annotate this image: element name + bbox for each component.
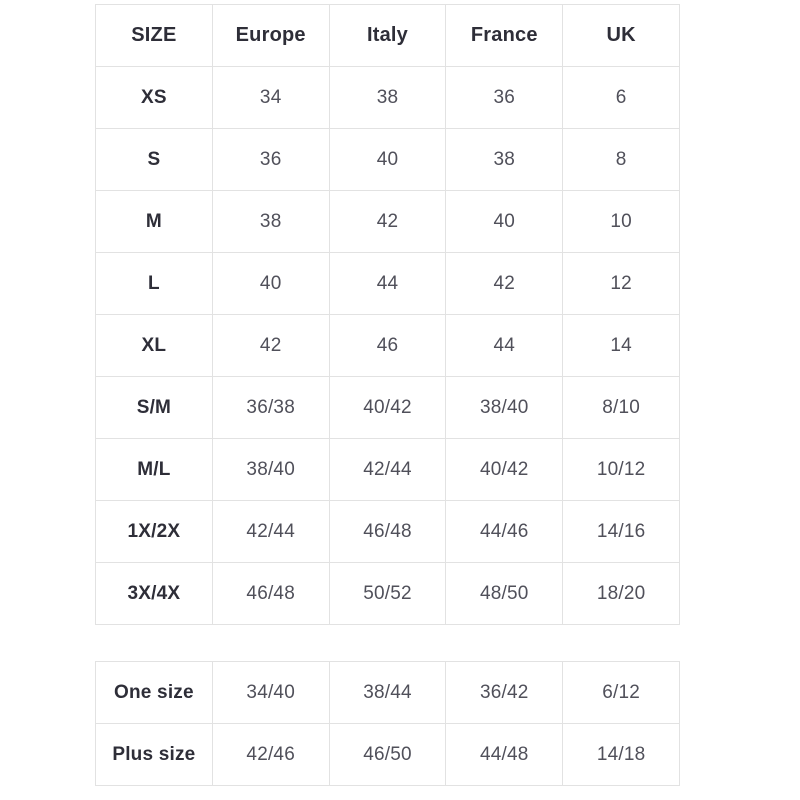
size-value-cell: 6/12 (563, 662, 680, 724)
column-header: Italy (329, 5, 446, 67)
size-label-cell: M (96, 191, 213, 253)
size-value-cell: 14/18 (563, 724, 680, 786)
size-label-cell: 3X/4X (96, 563, 213, 625)
size-label-cell: M/L (96, 439, 213, 501)
size-value-cell: 40/42 (446, 439, 563, 501)
size-value-cell: 36 (446, 67, 563, 129)
size-value-cell: 34 (212, 67, 329, 129)
size-value-cell: 48/50 (446, 563, 563, 625)
size-value-cell: 38 (329, 67, 446, 129)
table-row (96, 191, 680, 253)
size-value-cell: 36/42 (446, 662, 563, 724)
table-row (96, 377, 680, 439)
size-value-cell: 36/38 (212, 377, 329, 439)
column-header: Europe (212, 5, 329, 67)
size-value-cell: 18/20 (563, 563, 680, 625)
special-sizes-table (95, 661, 680, 786)
size-value-cell: 46/48 (212, 563, 329, 625)
size-value-cell: 10 (563, 191, 680, 253)
table-row (96, 67, 680, 129)
size-value-cell: 44 (329, 253, 446, 315)
column-header: UK (563, 5, 680, 67)
size-value-cell: 10/12 (563, 439, 680, 501)
column-header: SIZE (96, 5, 213, 67)
table-row (96, 129, 680, 191)
table-row (96, 563, 680, 625)
size-value-cell: 44 (446, 315, 563, 377)
size-value-cell: 44/46 (446, 501, 563, 563)
size-value-cell: 42/44 (212, 501, 329, 563)
size-value-cell: 34/40 (212, 662, 329, 724)
size-value-cell: 42 (212, 315, 329, 377)
table-row (96, 315, 680, 377)
table-row (96, 724, 680, 786)
size-value-cell: 42/44 (329, 439, 446, 501)
size-value-cell: 38 (446, 129, 563, 191)
size-value-cell: 42 (329, 191, 446, 253)
table-row (96, 501, 680, 563)
size-value-cell: 14 (563, 315, 680, 377)
size-value-cell: 8/10 (563, 377, 680, 439)
size-value-cell: 40 (329, 129, 446, 191)
size-value-cell: 36 (212, 129, 329, 191)
table-row (96, 253, 680, 315)
size-label-cell: S (96, 129, 213, 191)
column-header: France (446, 5, 563, 67)
size-value-cell: 6 (563, 67, 680, 129)
size-value-cell: 8 (563, 129, 680, 191)
size-conversion-table (95, 4, 680, 625)
size-value-cell: 42/46 (212, 724, 329, 786)
size-value-cell: 38/40 (446, 377, 563, 439)
size-value-cell: 40/42 (329, 377, 446, 439)
size-value-cell: 38 (212, 191, 329, 253)
size-label-cell: L (96, 253, 213, 315)
size-label-cell: One size (96, 662, 213, 724)
size-value-cell: 46/50 (329, 724, 446, 786)
table-row (96, 439, 680, 501)
size-value-cell: 14/16 (563, 501, 680, 563)
size-value-cell: 38/44 (329, 662, 446, 724)
size-value-cell: 46/48 (329, 501, 446, 563)
size-label-cell: 1X/2X (96, 501, 213, 563)
size-value-cell: 40 (446, 191, 563, 253)
size-label-cell: Plus size (96, 724, 213, 786)
size-value-cell: 50/52 (329, 563, 446, 625)
size-label-cell: XS (96, 67, 213, 129)
size-label-cell: XL (96, 315, 213, 377)
size-value-cell: 40 (212, 253, 329, 315)
size-value-cell: 46 (329, 315, 446, 377)
size-label-cell: S/M (96, 377, 213, 439)
table-row (96, 662, 680, 724)
size-value-cell: 38/40 (212, 439, 329, 501)
size-value-cell: 44/48 (446, 724, 563, 786)
size-value-cell: 12 (563, 253, 680, 315)
size-value-cell: 42 (446, 253, 563, 315)
header-row (96, 5, 680, 67)
